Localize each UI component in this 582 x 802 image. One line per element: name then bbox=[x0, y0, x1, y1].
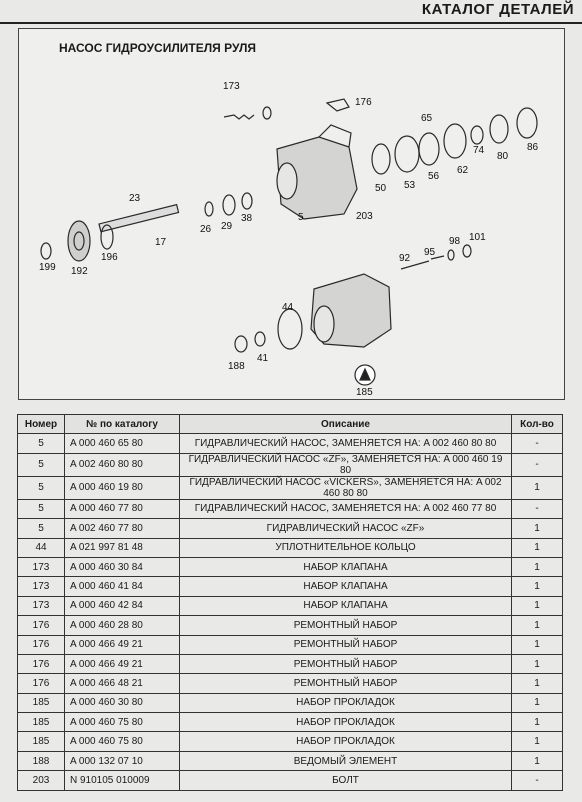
description-cell: ГИДРАВЛИЧЕСКИЙ НАСОС «VICKERS», ЗАМЕНЯЕТСЯ НА: A 002 460 80 80 bbox=[180, 476, 512, 499]
callout-5: 5 bbox=[298, 212, 304, 223]
description-cell: РЕМОНТНЫЙ НАБОР bbox=[180, 654, 512, 673]
description-cell: БОЛТ bbox=[180, 771, 512, 790]
catalog-number-cell: A 000 466 49 21 bbox=[65, 635, 180, 654]
header-rule bbox=[0, 22, 582, 24]
part-number-cell: 173 bbox=[18, 596, 65, 615]
catalog-number-cell: A 000 460 77 80 bbox=[65, 499, 180, 518]
part-number-cell: 5 bbox=[18, 476, 65, 499]
description-cell: НАБОР ПРОКЛАДОК bbox=[180, 732, 512, 751]
callout-203: 203 bbox=[356, 211, 373, 222]
callout-17: 17 bbox=[155, 237, 167, 248]
description-cell: ГИДРАВЛИЧЕСКИЙ НАСОС «ZF» bbox=[180, 519, 512, 538]
part-number-cell: 5 bbox=[18, 453, 65, 476]
part-number-cell: 176 bbox=[18, 654, 65, 673]
catalog-number-cell: N 910105 010009 bbox=[65, 771, 180, 790]
description-cell: НАБОР КЛАПАНА bbox=[180, 596, 512, 615]
description-cell: РЕМОНТНЫЙ НАБОР bbox=[180, 635, 512, 654]
column-header-number: Номер bbox=[18, 415, 65, 434]
quantity-cell: 1 bbox=[512, 713, 563, 732]
callout-196: 196 bbox=[101, 252, 118, 263]
callout-26: 26 bbox=[200, 224, 212, 235]
callout-176: 176 bbox=[355, 97, 372, 108]
catalog-number-cell: A 000 460 30 80 bbox=[65, 693, 180, 712]
quantity-cell: 1 bbox=[512, 751, 563, 770]
part-number-cell: 5 bbox=[18, 519, 65, 538]
catalog-number-cell: A 000 460 19 80 bbox=[65, 476, 180, 499]
catalog-number-cell: A 000 460 75 80 bbox=[65, 713, 180, 732]
part-number-cell: 5 bbox=[18, 434, 65, 453]
table-row bbox=[18, 674, 563, 693]
quantity-cell: 1 bbox=[512, 732, 563, 751]
catalog-number-cell: A 002 460 80 80 bbox=[65, 453, 180, 476]
diagram-frame bbox=[18, 28, 565, 400]
callout-199: 199 bbox=[39, 262, 56, 273]
callout-23: 23 bbox=[129, 193, 141, 204]
column-header-quantity: Кол-во bbox=[512, 415, 563, 434]
description-cell: ГИДРАВЛИЧЕСКИЙ НАСОС, ЗАМЕНЯЕТСЯ НА: A 002 460 77 80 bbox=[180, 499, 512, 518]
column-header-description: Описание bbox=[180, 415, 512, 434]
description-cell: НАБОР КЛАПАНА bbox=[180, 557, 512, 576]
callout-173: 173 bbox=[223, 81, 240, 92]
table-row bbox=[18, 519, 563, 538]
quantity-cell: - bbox=[512, 771, 563, 790]
quantity-cell: 1 bbox=[512, 519, 563, 538]
catalog-number-cell: A 000 460 30 84 bbox=[65, 557, 180, 576]
description-cell: ГИДРАВЛИЧЕСКИЙ НАСОС, ЗАМЕНЯЕТСЯ НА: A 002 460 80 80 bbox=[180, 434, 512, 453]
quantity-cell: 1 bbox=[512, 538, 563, 557]
catalog-number-cell: A 000 460 75 80 bbox=[65, 732, 180, 751]
callout-101: 101 bbox=[469, 232, 486, 243]
callout-44: 44 bbox=[282, 302, 294, 313]
quantity-cell: 1 bbox=[512, 557, 563, 576]
table-row bbox=[18, 654, 563, 673]
callout-74: 74 bbox=[473, 145, 485, 156]
catalog-number-cell: A 000 460 65 80 bbox=[65, 434, 180, 453]
quantity-cell: 1 bbox=[512, 616, 563, 635]
callout-188: 188 bbox=[228, 361, 245, 372]
callout-56: 56 bbox=[428, 171, 440, 182]
catalog-number-cell: A 000 132 07 10 bbox=[65, 751, 180, 770]
table-row bbox=[18, 713, 563, 732]
callout-192: 192 bbox=[71, 266, 88, 277]
callout-86: 86 bbox=[527, 142, 539, 153]
callout-29: 29 bbox=[221, 221, 233, 232]
table-header-row bbox=[18, 415, 563, 434]
description-cell: НАБОР ПРОКЛАДОК bbox=[180, 713, 512, 732]
quantity-cell: 1 bbox=[512, 674, 563, 693]
description-cell: НАБОР ПРОКЛАДОК bbox=[180, 693, 512, 712]
table-row bbox=[18, 538, 563, 557]
part-number-cell: 5 bbox=[18, 499, 65, 518]
part-number-cell: 176 bbox=[18, 635, 65, 654]
diagram-title: НАСОС ГИДРОУСИЛИТЕЛЯ РУЛЯ bbox=[59, 41, 257, 55]
catalog-number-cell: A 000 466 49 21 bbox=[65, 654, 180, 673]
description-cell: ВЕДОМЫЙ ЭЛЕМЕНТ bbox=[180, 751, 512, 770]
catalog-number-cell: A 000 466 48 21 bbox=[65, 674, 180, 693]
callout-65: 65 bbox=[421, 113, 433, 124]
description-cell: РЕМОНТНЫЙ НАБОР bbox=[180, 616, 512, 635]
callout-92: 92 bbox=[399, 253, 411, 264]
table-row bbox=[18, 635, 563, 654]
table-row bbox=[18, 751, 563, 770]
callout-38: 38 bbox=[241, 213, 253, 224]
catalog-number-cell: A 021 997 81 48 bbox=[65, 538, 180, 557]
part-number-cell: 173 bbox=[18, 557, 65, 576]
part-number-cell: 203 bbox=[18, 771, 65, 790]
quantity-cell: 1 bbox=[512, 476, 563, 499]
description-cell: РЕМОНТНЫЙ НАБОР bbox=[180, 674, 512, 693]
quantity-cell: - bbox=[512, 453, 563, 476]
quantity-cell: - bbox=[512, 499, 563, 518]
callout-50: 50 bbox=[375, 183, 387, 194]
table-row bbox=[18, 693, 563, 712]
part-number-cell: 176 bbox=[18, 616, 65, 635]
quantity-cell: 1 bbox=[512, 635, 563, 654]
callout-185: 185 bbox=[356, 387, 373, 398]
table-row bbox=[18, 596, 563, 615]
table-row bbox=[18, 616, 563, 635]
description-cell: УПЛОТНИТЕЛЬНОЕ КОЛЬЦО bbox=[180, 538, 512, 557]
table-row bbox=[18, 577, 563, 596]
quantity-cell: 1 bbox=[512, 654, 563, 673]
catalog-number-cell: A 000 460 28 80 bbox=[65, 616, 180, 635]
description-cell: ГИДРАВЛИЧЕСКИЙ НАСОС «ZF», ЗАМЕНЯЕТСЯ НА: A 000 460 19 80 bbox=[180, 453, 512, 476]
callout-80: 80 bbox=[497, 151, 509, 162]
callout-62: 62 bbox=[457, 165, 469, 176]
table-row bbox=[18, 732, 563, 751]
description-cell: НАБОР КЛАПАНА bbox=[180, 577, 512, 596]
table-row bbox=[18, 499, 563, 518]
exploded-view-drawing bbox=[19, 29, 564, 399]
part-number-cell: 185 bbox=[18, 732, 65, 751]
callout-53: 53 bbox=[404, 180, 416, 191]
callout-41: 41 bbox=[257, 353, 269, 364]
page-title: КАТАЛОГ ДЕТАЛЕЙ bbox=[421, 1, 574, 18]
quantity-cell: 1 bbox=[512, 596, 563, 615]
part-number-cell: 176 bbox=[18, 674, 65, 693]
page-header bbox=[0, 0, 582, 26]
part-number-cell: 188 bbox=[18, 751, 65, 770]
table-row bbox=[18, 557, 563, 576]
callout-95: 95 bbox=[424, 247, 436, 258]
parts-table bbox=[17, 414, 563, 791]
table-row bbox=[18, 453, 563, 476]
column-header-catalog: № по каталогу bbox=[65, 415, 180, 434]
table-row bbox=[18, 434, 563, 453]
part-number-cell: 44 bbox=[18, 538, 65, 557]
catalog-number-cell: A 000 460 41 84 bbox=[65, 577, 180, 596]
part-number-cell: 185 bbox=[18, 693, 65, 712]
quantity-cell: - bbox=[512, 434, 563, 453]
quantity-cell: 1 bbox=[512, 577, 563, 596]
part-number-cell: 173 bbox=[18, 577, 65, 596]
catalog-number-cell: A 000 460 42 84 bbox=[65, 596, 180, 615]
callout-98: 98 bbox=[449, 236, 461, 247]
table-row bbox=[18, 771, 563, 790]
table-row bbox=[18, 476, 563, 499]
part-number-cell: 185 bbox=[18, 713, 65, 732]
catalog-number-cell: A 002 460 77 80 bbox=[65, 519, 180, 538]
quantity-cell: 1 bbox=[512, 693, 563, 712]
